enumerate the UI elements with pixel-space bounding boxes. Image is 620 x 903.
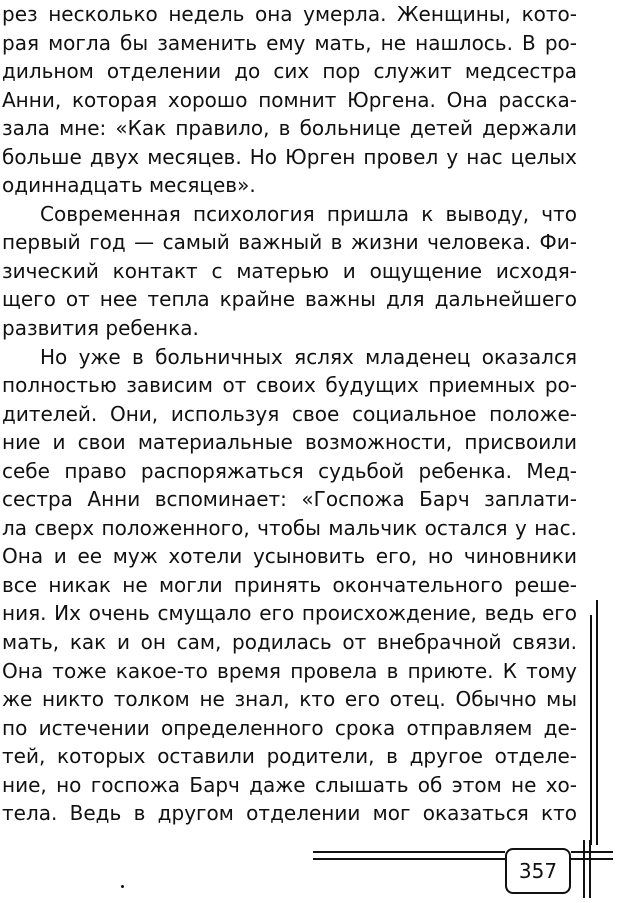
text-line: зический контакт с матерью и ощущение исходя- xyxy=(2,258,577,283)
text-line: тела. Ведь в другом отделении мог оказаться кто xyxy=(2,801,577,826)
margin-rule-vertical-4 xyxy=(589,840,591,898)
text-line: ние, но госпожа Барч даже слышать об этом не хо- xyxy=(2,772,577,797)
margin-rule-vertical-1 xyxy=(590,615,592,845)
text-line: же никто толком не знал, кто его отец. Обычно мы xyxy=(2,687,577,712)
text-line: рая могла бы заменить ему мать, не нашлось. В ро- xyxy=(2,30,577,55)
text-line: первый год — самый важный в жизни человека. Фи- xyxy=(2,230,577,255)
footer-rule-1 xyxy=(313,851,505,853)
text-line: мать, как и он сам, родилась от внебрачной связи. xyxy=(2,630,577,655)
margin-rule-vertical-3 xyxy=(583,840,585,898)
footer-rule-3 xyxy=(571,851,613,853)
text-line: ние и свои материальные возможности, присвоили xyxy=(2,430,577,455)
text-line: Но уже в больничных яслях младенец оказался xyxy=(40,344,577,369)
text-line: Она и ее муж хотели усыновить его, но чиновники xyxy=(2,544,577,569)
text-line: себе право распоряжаться судьбой ребенка. Мед- xyxy=(2,458,577,483)
text-line: больше двух месяцев. Но Юрген провел у нас целых xyxy=(2,144,577,169)
text-line: полностью зависим от своих будущих приемных ро- xyxy=(2,373,577,398)
text-line: развития ребенка. xyxy=(2,316,199,341)
text-line: сестра Анни вспоминает: «Госпожа Барч заплати- xyxy=(2,487,577,512)
text-line: ния. Их очень смущало его происхождение, ведь его xyxy=(2,601,577,626)
text-line: Современная психология пришла к выводу, что xyxy=(40,201,577,226)
body-text xyxy=(2,0,577,828)
margin-rule-vertical-2 xyxy=(596,600,598,845)
footer-rule-4 xyxy=(571,858,613,860)
text-line: по истечении определенного срока отправляем де- xyxy=(2,715,577,740)
text-line: дильном отделении до сих пор служит медсестра xyxy=(2,59,577,84)
text-line: все никак не могли принять окончательного реше- xyxy=(2,572,577,597)
text-line: Анни, которая хорошо помнит Юргена. Она расска- xyxy=(2,87,577,112)
footer-rule-2 xyxy=(313,858,505,860)
page-number: 357 xyxy=(518,859,558,883)
print-speck xyxy=(121,885,124,888)
text-line: одиннадцать месяцев». xyxy=(2,173,256,198)
text-line: ла сверх положенного, чтобы мальчик остался у нас. xyxy=(2,515,577,540)
text-line: зала мне: «Как правило, в больнице детей держали xyxy=(2,116,577,141)
text-line: дителей. Они, используя свое социальное положе- xyxy=(2,401,577,426)
text-line: Она тоже какое-то время провела в приюте. К тому xyxy=(2,658,577,683)
page-number-box xyxy=(505,848,571,894)
text-line: тей, которых оставили родители, в другое отделе- xyxy=(2,744,577,769)
text-line: щего от нее тепла крайне важны для дальнейшего xyxy=(2,287,577,312)
text-line: рез несколько недель она умерла. Женщины, кото- xyxy=(2,2,577,26)
